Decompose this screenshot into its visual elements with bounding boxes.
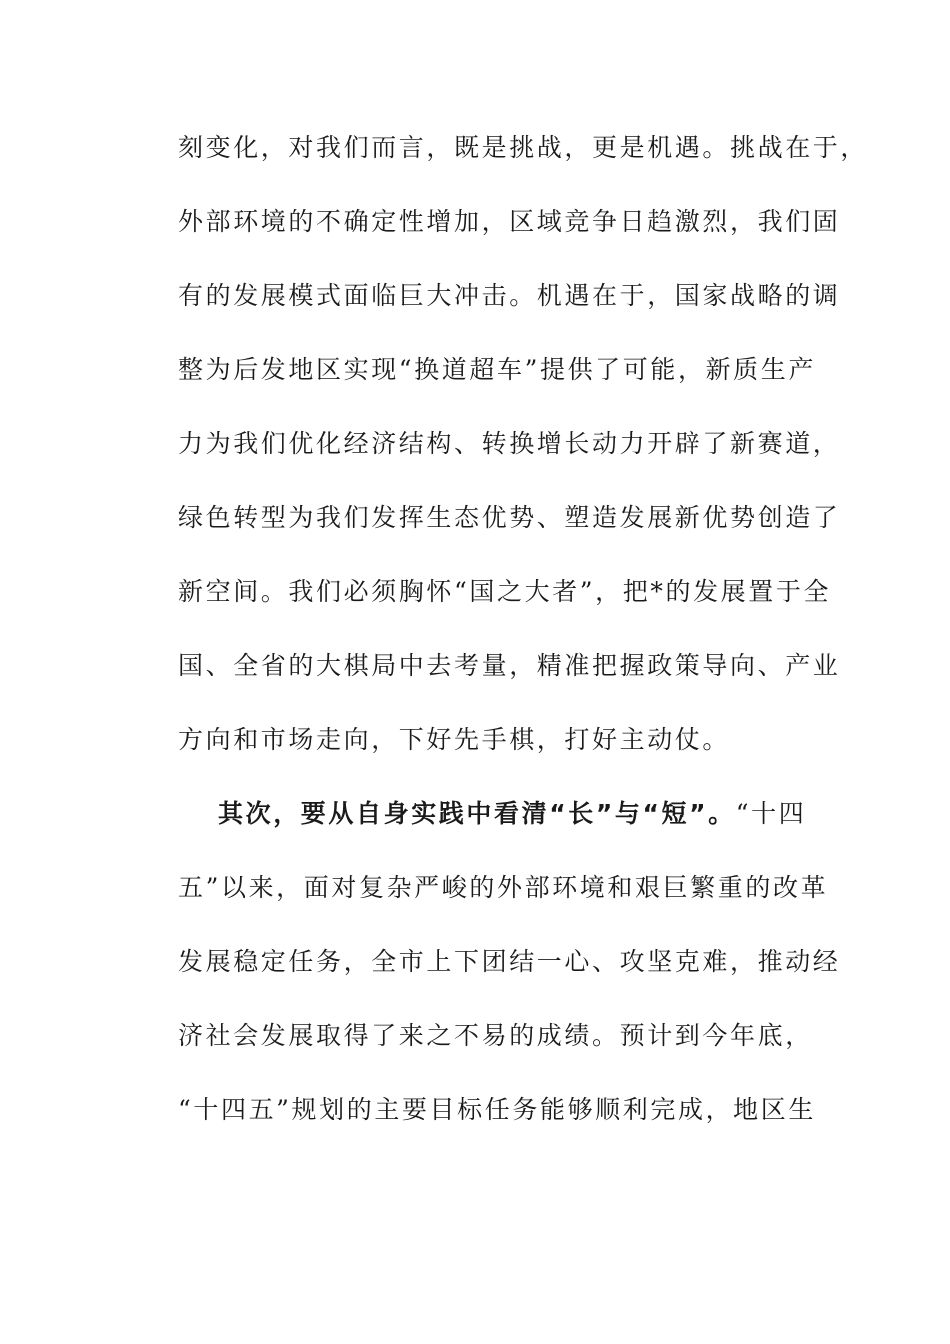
text-line: “十四五”规划的主要目标任务能够顺利完成，地区生 <box>178 1095 816 1124</box>
paragraph-heading-line <box>218 794 806 834</box>
text-line: 绿色转型为我们发挥生态优势、塑造发展新优势创造了 <box>178 503 841 532</box>
heading-line-rest: “十四 <box>735 799 807 828</box>
text-line: 济社会发展取得了来之不易的成绩。预计到今年底， <box>178 1021 813 1050</box>
paragraph-heading: 其次，要从自身实践中看清“长”与“短”。 <box>218 799 736 828</box>
text-line: 发展稳定任务，全市上下团结一心、攻坚克难，推动经 <box>178 947 841 976</box>
text-line: 国、全省的大棋局中去考量，精准把握政策导向、产业 <box>178 651 841 680</box>
text-line: 力为我们优化经济结构、转换增长动力开辟了新赛道， <box>178 429 841 458</box>
text-line: 五”以来，面对复杂严峻的外部环境和艰巨繁重的改革 <box>178 873 829 902</box>
text-line: 新空间。我们必须胸怀“国之大者”，把*的发展置于全 <box>178 577 832 606</box>
text-line: 整为后发地区实现“换道超车”提供了可能，新质生产 <box>178 355 816 384</box>
text-line: 方向和市场走向，下好先手棋，打好主动仗。 <box>178 725 731 754</box>
text-line: 刻变化，对我们而言，既是挑战，更是机遇。挑战在于， <box>178 133 869 162</box>
text-line: 有的发展模式面临巨大冲击。机遇在于，国家战略的调 <box>178 281 841 310</box>
text-line: 外部环境的不确定性增加，区域竞争日趋激烈，我们固 <box>178 207 841 236</box>
